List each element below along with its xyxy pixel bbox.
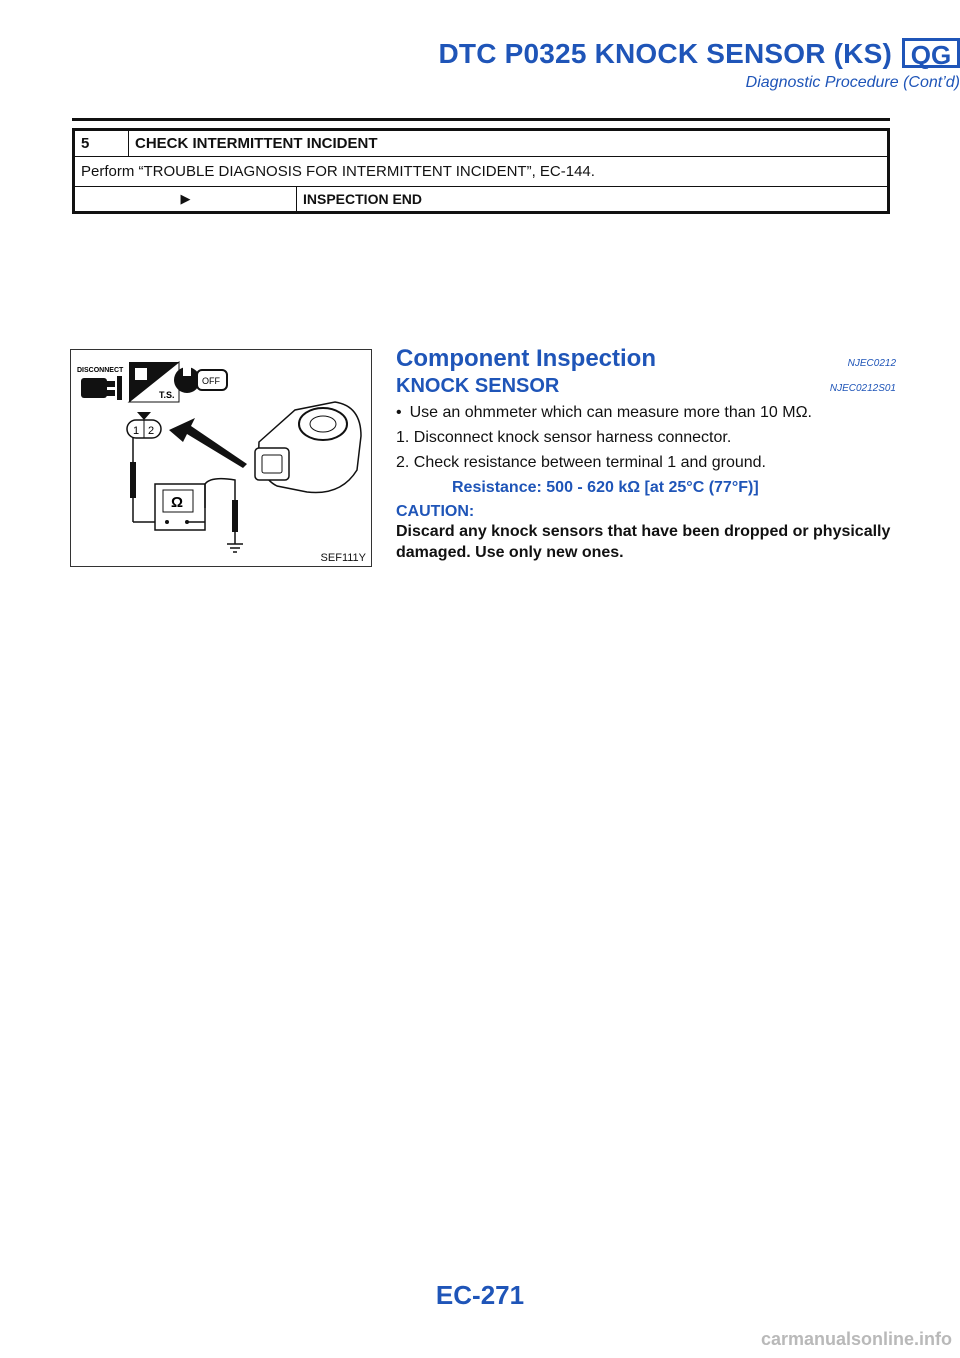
procedure-step-2: 2. Check resistance between terminal 1 and ground.: [396, 454, 766, 471]
ohmmeter-note-text: Use an ohmmeter which can measure more than 10 MΩ.: [409, 404, 812, 421]
procedure-step-1: 1. Disconnect knock sensor harness connector.: [396, 429, 732, 446]
pointer-arrow: [169, 418, 247, 468]
section-heading: [396, 345, 896, 373]
ts-label: T.S.: [159, 390, 175, 400]
figure-label: SEF111Y: [320, 552, 366, 564]
subsection-heading: [396, 375, 896, 398]
page-header: [72, 22, 890, 121]
knock-sensor-figure: [70, 349, 372, 567]
bullet-icon: •: [396, 404, 402, 421]
harness-connector-symbol: [127, 412, 161, 438]
page-number: EC-271: [435, 1280, 525, 1310]
document-title: DTC P0325 KNOCK SENSOR (KS): [438, 38, 892, 69]
section-heading-text: Component Inspection: [396, 345, 656, 372]
section-heading-code: NJEC0212: [847, 358, 896, 369]
ohm-symbol: Ω: [171, 494, 184, 511]
ohmmeter-note: [396, 402, 896, 423]
knock-sensor-diagram: [71, 350, 371, 566]
connector-disconnect-icon: [81, 376, 122, 400]
step-instruction: Perform “TROUBLE DIAGNOSIS FOR INTERMITTENT INCIDENT”, EC-144.: [81, 163, 595, 180]
step-title: CHECK INTERMITTENT INCIDENT: [135, 135, 378, 152]
document-subtitle: Diagnostic Procedure (Cont’d): [745, 74, 960, 91]
section-badge: QG: [902, 38, 960, 68]
procedure-step-row: [75, 131, 887, 157]
component-inspection-section: [396, 345, 896, 563]
subsection-heading-code: NJEC0212S01: [829, 383, 896, 394]
watermark: carmanualsonline.info: [760, 1329, 952, 1349]
knock-sensor-body: [255, 402, 361, 493]
procedure-result-row: [75, 187, 887, 211]
caution-text: Discard any knock sensors that have been dropped or physically damaged. Use only new ones.: [396, 523, 891, 561]
result-arrow-icon: ▶: [75, 187, 297, 211]
procedure-table: [72, 128, 890, 214]
subsection-heading-text: KNOCK SENSOR: [396, 375, 560, 397]
disconnect-label: DISCONNECT: [77, 367, 124, 374]
step-number: 5: [75, 131, 129, 156]
result-text: INSPECTION END: [303, 191, 423, 207]
test-station-icon: [129, 362, 179, 402]
caution-heading: CAUTION:: [396, 503, 475, 520]
procedure-instruction-row: [75, 157, 887, 187]
terminal-1-label: 1: [133, 425, 140, 437]
resistance-spec: Resistance: 500 - 620 kΩ [at 25°C (77°F)]: [452, 479, 759, 496]
terminal-2-label: 2: [148, 425, 155, 437]
ignition-key-off-icon: [174, 364, 227, 393]
off-label: OFF: [202, 376, 220, 386]
